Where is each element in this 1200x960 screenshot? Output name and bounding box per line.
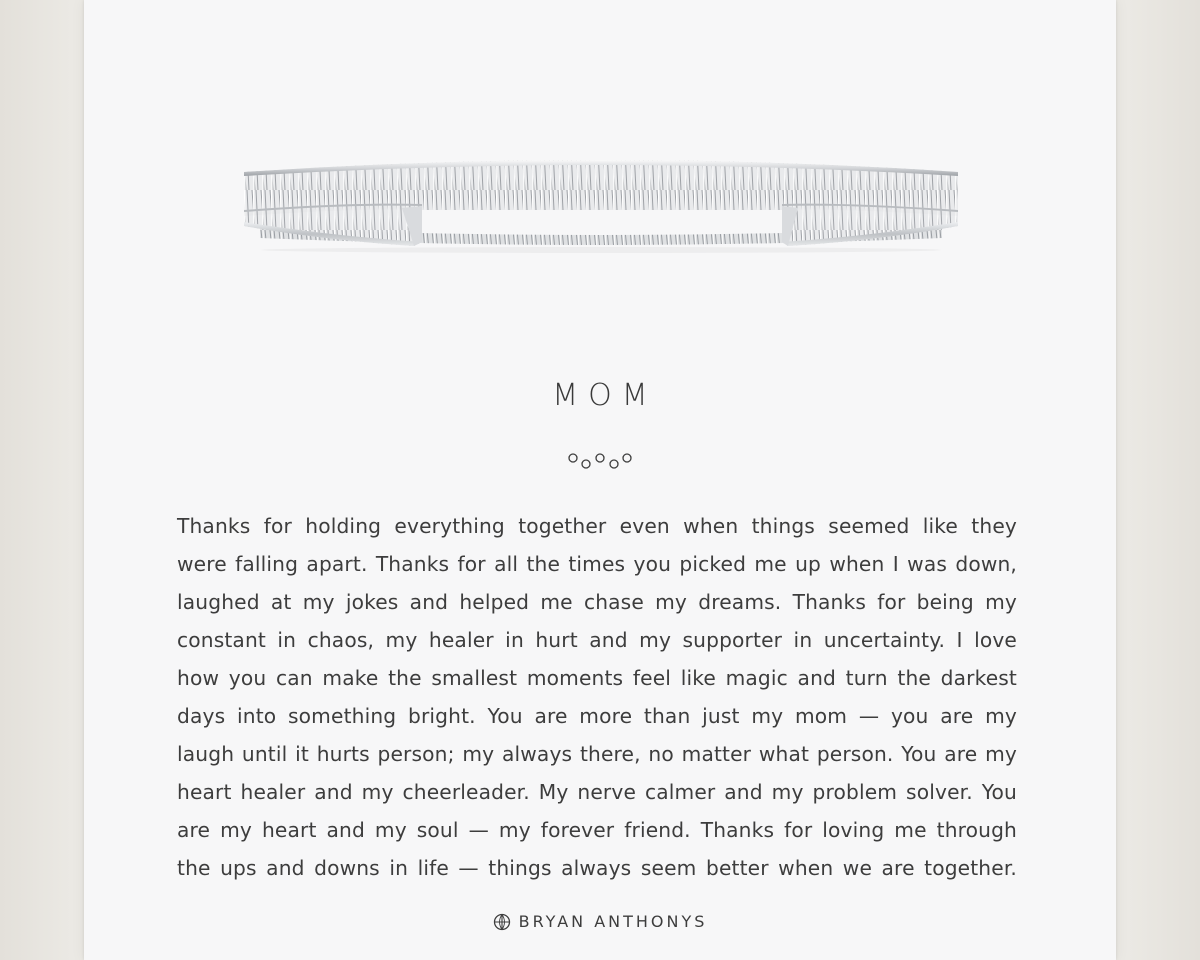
globe-logo-icon [493, 913, 511, 931]
message-line: heart healer and my cheerleader. My nerve calmer and my problem solver. You [177, 780, 1017, 804]
message-line: how you can make the smallest moments feel like magic and turn the darkest [177, 666, 1017, 690]
message-line: days into something bright. You are more than just my mom — you are my [177, 704, 1017, 728]
brand-name: BRYAN ANTHONYS [518, 912, 708, 931]
message-line: laughed at my jokes and helped me chase my dreams. Thanks for being my [177, 590, 1017, 614]
message-line: Thanks for holding everything together even when things seemed like they [177, 514, 1017, 538]
message-line: are my heart and my soul — my forever friend. Thanks for loving me through [177, 818, 1017, 842]
card-message [177, 507, 1017, 887]
card-title: MOM [552, 378, 658, 413]
message-line: laugh until it hurts person; my always there, no matter what person. You are my [177, 742, 1017, 766]
message-line: were falling apart. Thanks for all the times you picked me up when I was down, [177, 552, 1017, 576]
silver-cuff-bracelet-image [242, 150, 960, 255]
circles-ornament-icon [560, 448, 640, 476]
message-card [84, 0, 1116, 960]
message-line: the ups and downs in life — things always seem better when we are together. [177, 856, 1017, 880]
message-line: constant in chaos, my healer in hurt and my supporter in uncertainty. I love [177, 628, 1017, 652]
brand-signature [84, 912, 1116, 935]
